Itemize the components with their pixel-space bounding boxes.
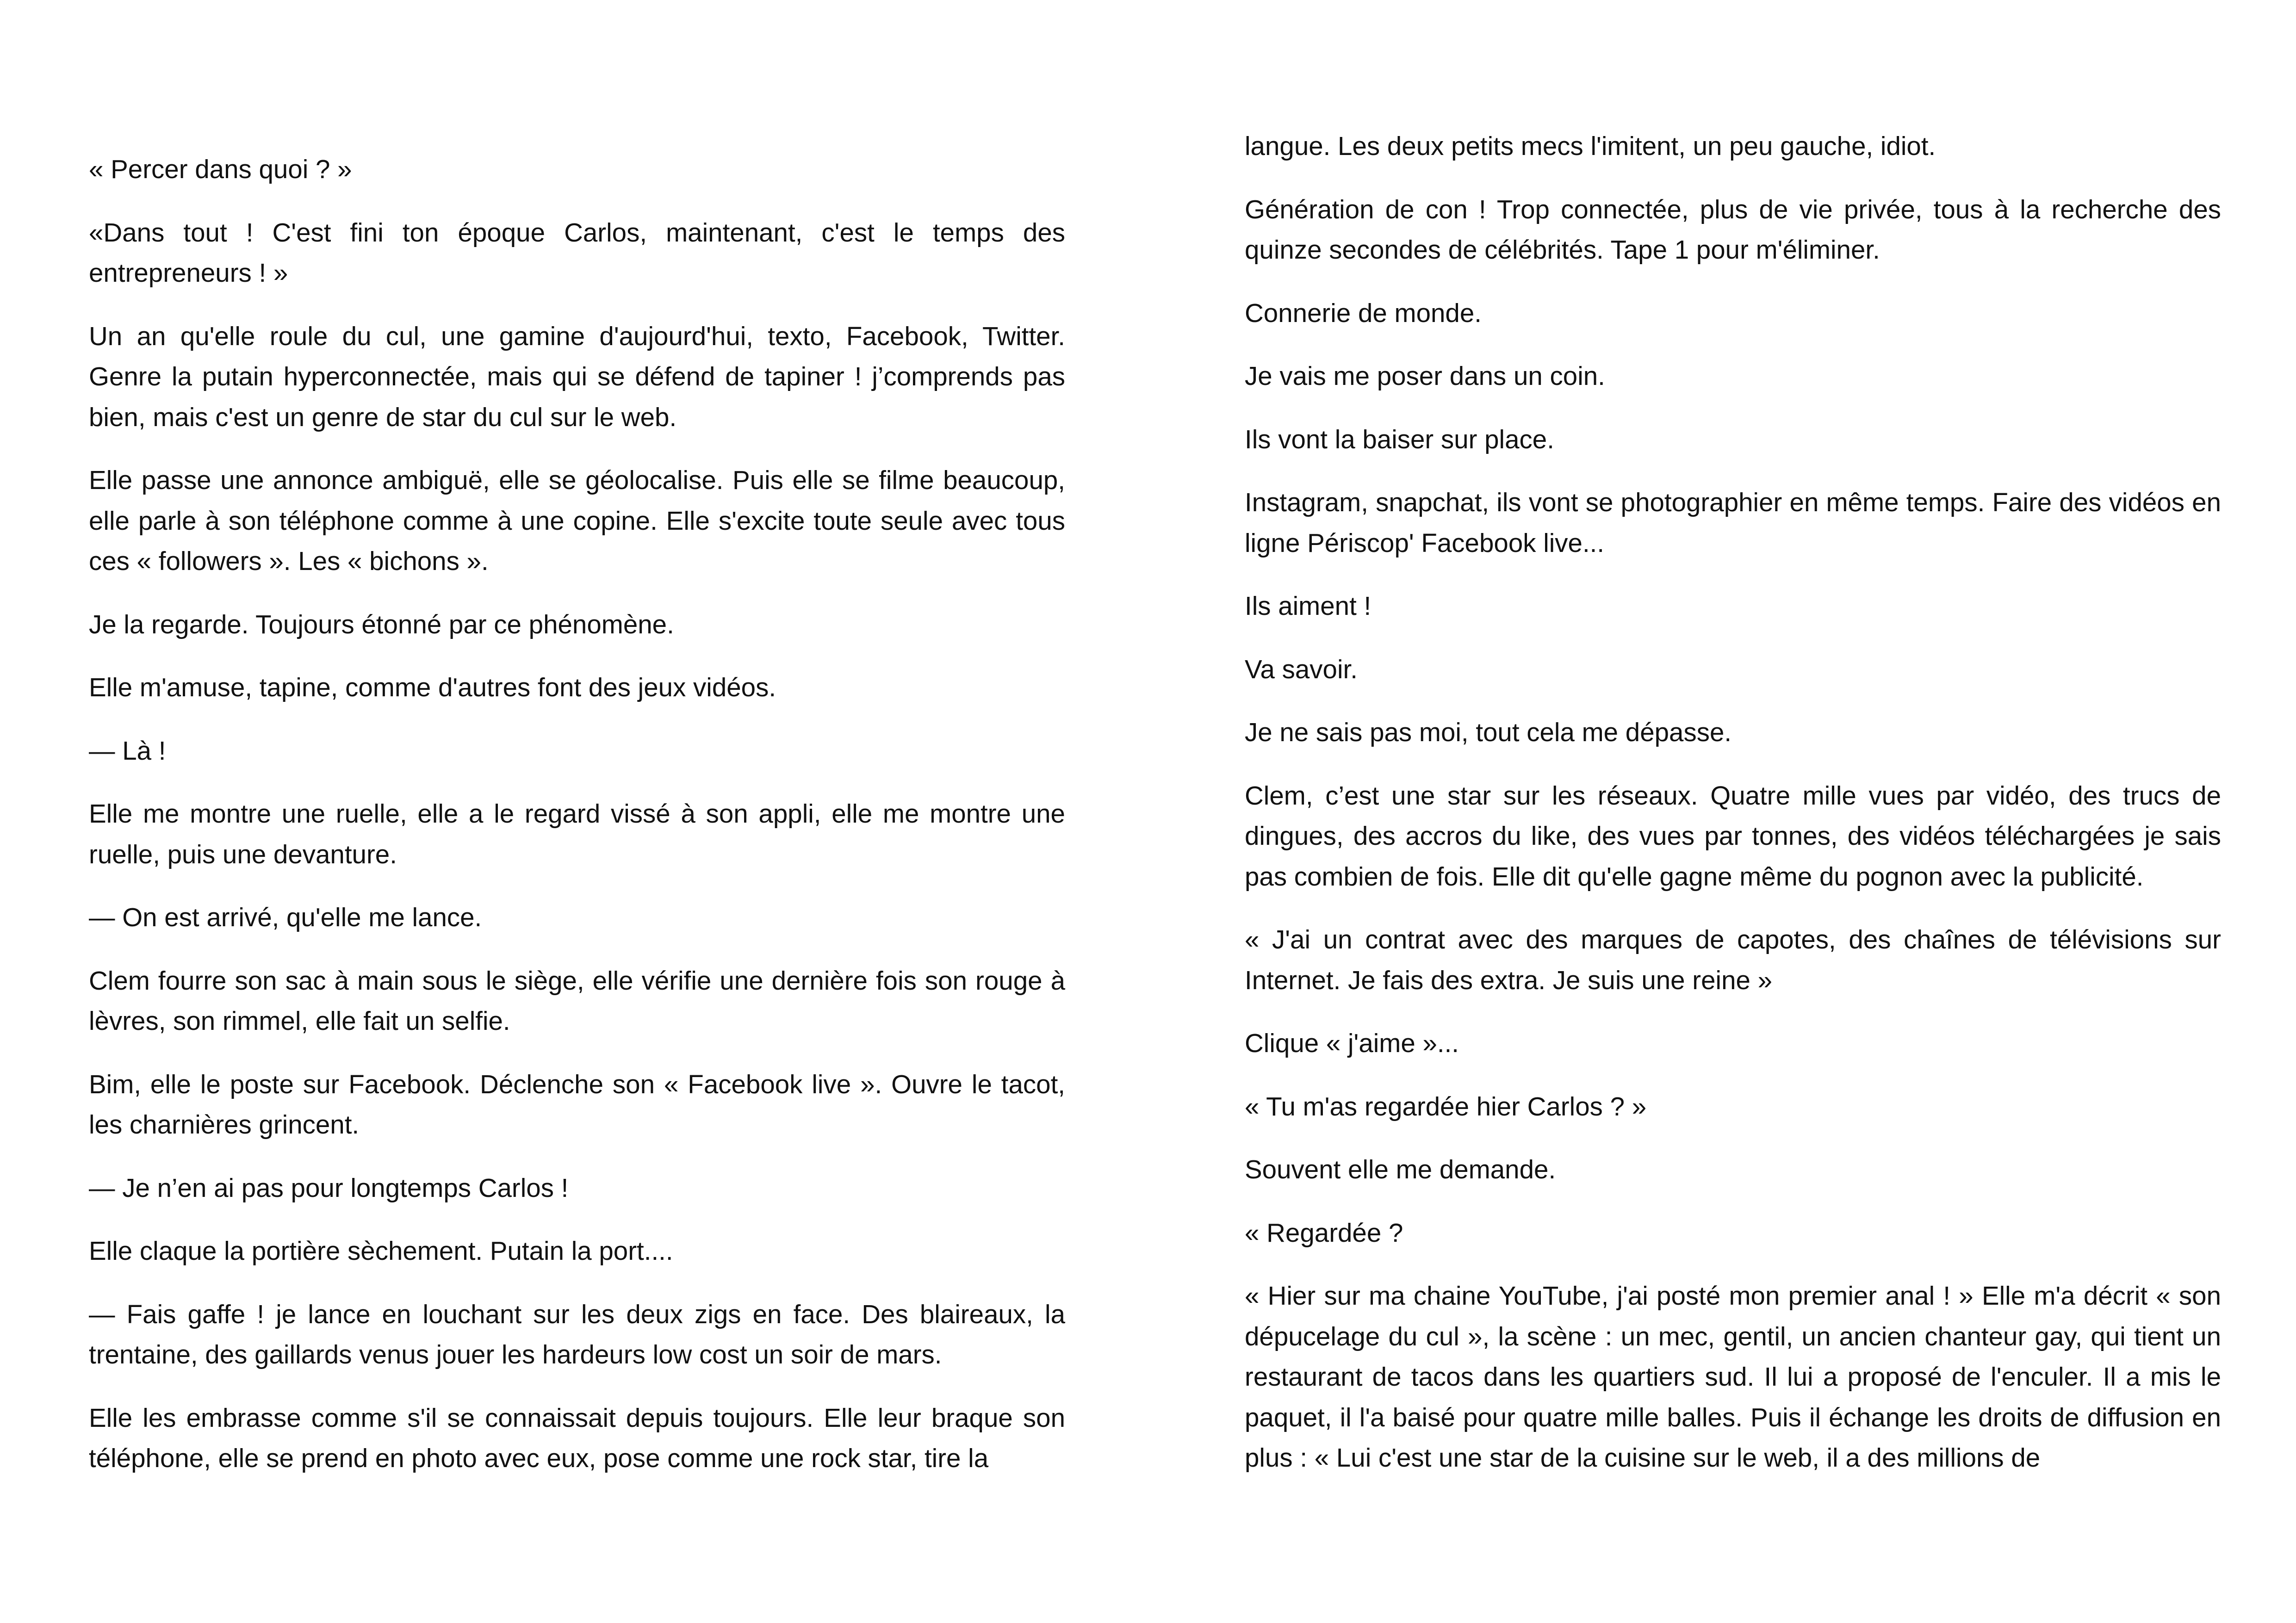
paragraph: Elle les embrasse comme s'il se connaissait depuis toujours. Elle leur braque son téléphone, elle se prend en photo avec eux, pose comme une rock star, tire la (89, 1403, 1065, 1473)
paragraph: Elle claque la portière sèchement. Putain la port.... (89, 1236, 673, 1265)
paragraph: Je ne sais pas moi, tout cela me dépasse. (1245, 718, 1732, 747)
paragraph: — On est arrivé, qu'elle me lance. (89, 903, 482, 932)
paragraph: « J'ai un contrat avec des marques de capotes, des chaînes de télévisions sur Internet. Je fais des extra. Je suis une reine » (1245, 925, 2221, 995)
paragraph: — Fais gaffe ! je lance en louchant sur les deux zigs en face. Des blaireaux, la trentaine, des gaillards venus jouer les hardeurs low cost un soir de mars. (89, 1299, 1065, 1369)
paragraph: — Je n’en ai pas pour longtemps Carlos ! (89, 1173, 569, 1202)
paragraph: Clem fourre son sac à main sous le siège, elle vérifie une dernière fois son rouge à lèvres, son rimmel, elle fait un selfie. (89, 966, 1065, 1035)
paragraph: Elle me montre une ruelle, elle a le regard vissé à son appli, elle me montre une ruelle, puis une devanture. (89, 799, 1065, 869)
paragraph: « Hier sur ma chaine YouTube, j'ai posté mon premier anal ! » Elle m'a décrit « son dépucelage du cul », la scène : un mec, gentil, un ancien chanteur gay, qui tient un restaurant de tacos dans les quartiers sud. Il lui a proposé de l'enculer. Il a mis le paquet, il l'a baisé pour quatre mille balles. Puis il échange les droits de diffusion en plus : « Lui c'est une star de la cuisine sur le web, il a des millions de (1245, 1281, 2221, 1472)
paragraph: Je la regarde. Toujours étonné par ce phénomène. (89, 609, 674, 639)
paragraph: Clem, c’est une star sur les réseaux. Quatre mille vues par vidéo, des trucs de dingues, des accros du like, des vues par tonnes, des vidéos téléchargées je sais pas combien de fois. Elle dit qu'elle gagne même du pognon avec la publicité. (1245, 781, 2221, 891)
right-column (1245, 126, 2221, 1501)
paragraph: « Tu m'as regardée hier Carlos ? » (1245, 1091, 1647, 1121)
paragraph: Ils aiment ! (1245, 591, 1371, 620)
left-column (89, 149, 1065, 1501)
paragraph: « Percer dans quoi ? » (89, 155, 352, 184)
paragraph: Bim, elle le poste sur Facebook. Déclenche son « Facebook live ». Ouvre le tacot, les charnières grincent. (89, 1069, 1065, 1139)
paragraph: Un an qu'elle roule du cul, une gamine d'aujourd'hui, texto, Facebook, Twitter. Genre la putain hyperconnectée, mais qui se défend de tapiner ! j’comprends pas bien, mais c'est un genre de star du cul sur le web. (89, 321, 1065, 432)
paragraph: langue. Les deux petits mecs l'imitent, un peu gauche, idiot. (1245, 131, 1936, 161)
paragraph: Clique « j'aime »... (1245, 1028, 1459, 1058)
paragraph: Instagram, snapchat, ils vont se photographier en même temps. Faire des vidéos en ligne Périscop' Facebook live... (1245, 488, 2221, 558)
paragraph: Connerie de monde. (1245, 298, 1482, 328)
paragraph: Va savoir. (1245, 654, 1358, 684)
paragraph: Elle passe une annonce ambiguë, elle se géolocalise. Puis elle se filme beaucoup, elle parle à son téléphone comme à une copine. Elle s'excite toute seule avec tous ces « followers ». Les « bichons ». (89, 465, 1065, 576)
paragraph: Souvent elle me demande. (1245, 1155, 1556, 1184)
paragraph: Génération de con ! Trop connectée, plus de vie privée, tous à la recherche des quinze secondes de célébrités. Tape 1 pour m'éliminer. (1245, 194, 2221, 264)
paragraph: Elle m'amuse, tapine, comme d'autres font des jeux vidéos. (89, 673, 776, 702)
paragraph: — Là ! (89, 736, 166, 765)
paragraph: Je vais me poser dans un coin. (1245, 361, 1605, 390)
paragraph: «Dans tout ! C'est fini ton époque Carlos, maintenant, c'est le temps des entrepreneurs ! » (89, 217, 1065, 287)
paragraph: « Regardée ? (1245, 1218, 1403, 1247)
paragraph: Ils vont la baiser sur place. (1245, 424, 1554, 454)
